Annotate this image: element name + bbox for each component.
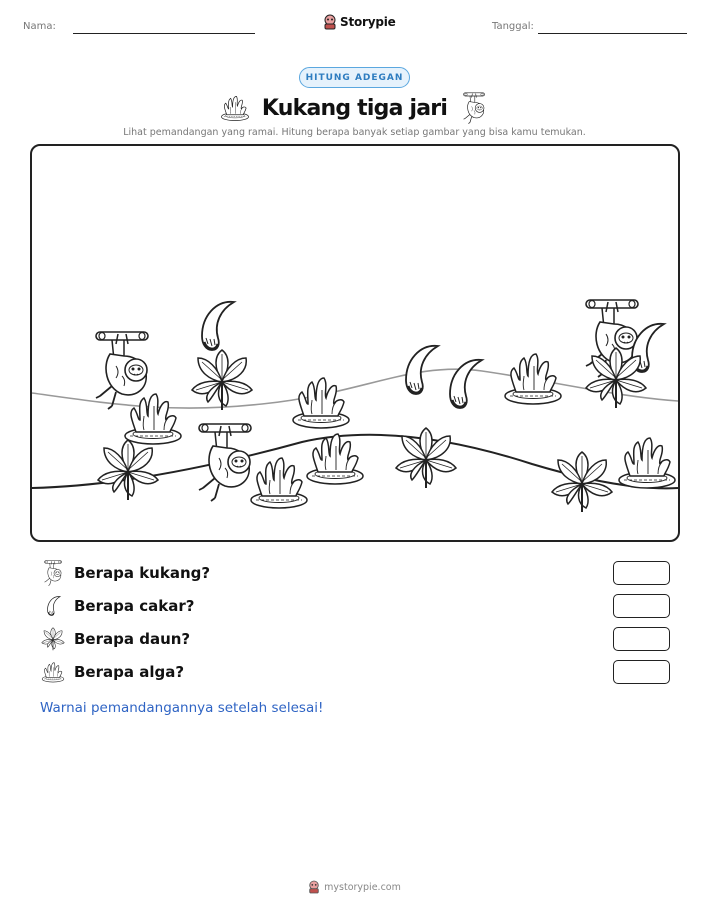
question-text: Berapa kukang? xyxy=(74,564,211,582)
leaf-icon xyxy=(98,440,158,500)
activity-badge: HITUNG ADEGAN xyxy=(299,67,410,88)
algae-icon xyxy=(125,394,181,444)
date-input-line[interactable] xyxy=(538,33,687,34)
sloth-icon xyxy=(41,560,65,586)
brand-name: Storypie xyxy=(340,15,396,29)
question-sloth xyxy=(40,560,670,586)
question-text: Berapa alga? xyxy=(74,663,185,681)
algae-icon xyxy=(251,458,307,508)
question-algae xyxy=(40,659,670,685)
question-text: Berapa cakar? xyxy=(74,597,195,615)
claw-icon xyxy=(44,595,62,617)
name-input-line[interactable] xyxy=(73,33,255,34)
website-footer xyxy=(0,880,709,894)
coloring-instruction: Warnai pemandangannya setelah selesai! xyxy=(40,700,324,716)
page-title: Kukang tiga jari xyxy=(261,95,448,121)
algae-icon xyxy=(619,438,675,488)
date-label: Tanggal: xyxy=(492,21,534,32)
sloth-icon xyxy=(96,332,148,409)
claw-icon xyxy=(450,360,482,408)
answer-box-leaf[interactable] xyxy=(613,627,670,651)
storypie-mascot-icon xyxy=(323,14,337,30)
answer-box-claw[interactable] xyxy=(613,594,670,618)
algae-icon xyxy=(505,354,561,404)
claw-icon xyxy=(202,302,234,350)
leaf-icon xyxy=(192,350,252,410)
sloth-icon xyxy=(459,92,489,124)
leaf-icon xyxy=(396,428,456,488)
instructions: Lihat pemandangan yang ramai. Hitung berapa banyak setiap gambar yang bisa kamu temukan. xyxy=(123,127,586,138)
scene-illustration xyxy=(32,146,678,540)
answer-box-algae[interactable] xyxy=(613,660,670,684)
question-text: Berapa daun? xyxy=(74,630,191,648)
leaf-icon xyxy=(41,627,65,651)
question-leaf xyxy=(40,626,670,652)
counting-scene xyxy=(30,144,680,542)
brand-logo xyxy=(323,13,396,31)
name-label: Nama: xyxy=(23,21,56,32)
algae-icon xyxy=(293,378,349,428)
algae-icon xyxy=(307,434,363,484)
leaf-icon xyxy=(586,348,646,408)
sloth-icon xyxy=(199,424,251,501)
algae-icon xyxy=(220,94,250,122)
title-row xyxy=(0,90,709,126)
question-claw xyxy=(40,593,670,619)
storypie-mascot-icon xyxy=(308,880,320,894)
website-url: mystorypie.com xyxy=(324,881,401,893)
answer-box-sloth[interactable] xyxy=(613,561,670,585)
algae-icon xyxy=(41,661,65,683)
